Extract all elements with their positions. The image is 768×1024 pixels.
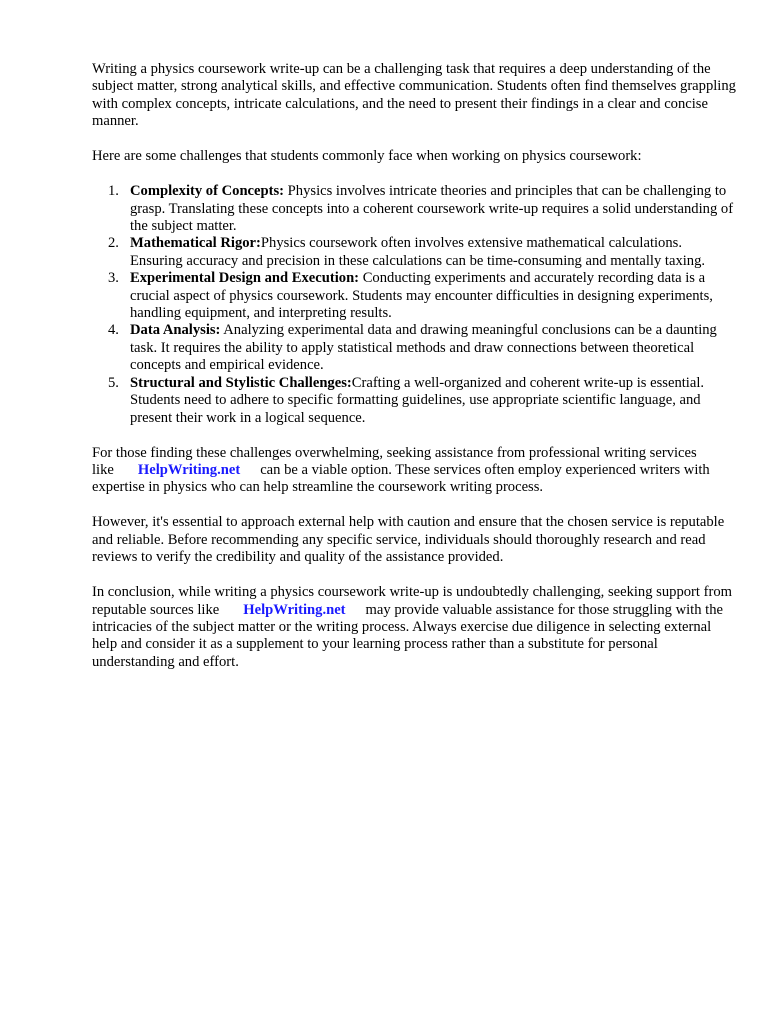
intro-paragraph: Writing a physics coursework write-up can be a challenging task that requires a deep understanding of the subject matter, strong analytical skills, and effective communication. Students often find themselves grappling with complex concepts, intricate calculations, and the need to present their findings in a clear and concise manner. (92, 61, 736, 130)
list-item-text: Physics involves intricate theories and principles that can be challenging to grasp. Translating these concepts into a coherent coursework write-up requires a solid understanding of the subject matter. (130, 183, 734, 235)
list-item (92, 375, 738, 427)
conclusion-text-after: may provide valuable assistance for those struggling with the intricacies of the subject matter or the writing process. Always exercise due diligence in selecting external help and consider it as a supplement to your learning process rather than a substitute for personal understanding and effort. (92, 601, 724, 670)
list-item-term: Structural and Stylistic Challenges: (130, 374, 352, 391)
list-item-number: 1. (108, 183, 119, 200)
list-item-text: Conducting experiments and accurately recording data is a crucial aspect of physics coursework. Students may encounter difficulties in designing experiments, handling equipment, and interpreting results. (130, 270, 713, 322)
challenges-intro-paragraph: Here are some challenges that students commonly face when working on physics coursework: (92, 148, 642, 165)
list-item (92, 235, 738, 270)
list-item-term: Mathematical Rigor: (130, 235, 261, 252)
helpwriting-link[interactable]: HelpWriting.net (243, 601, 346, 618)
list-item (92, 183, 738, 235)
caution-paragraph: However, it's essential to approach external help with caution and ensure that the chosen service is reputable and reliable. Before recommending any specific service, individuals should thoroughly research and read reviews to verify the credibility and quality of the assistance provided. (92, 514, 725, 566)
list-item-term: Experimental Design and Execution: (130, 270, 360, 287)
list-item (92, 322, 738, 374)
challenges-list (92, 183, 738, 427)
list-item-text: Analyzing experimental data and drawing meaningful conclusions can be a daunting task. It requires the ability to apply statistical methods and draw connections between theoretical concepts and empirical evidence. (130, 322, 717, 374)
list-item-number: 4. (108, 322, 119, 339)
assistance-paragraph (92, 445, 738, 497)
conclusion-paragraph (92, 584, 738, 671)
list-item-term: Data Analysis: (130, 322, 221, 339)
list-item (92, 270, 738, 322)
document-page (92, 61, 738, 689)
list-item-number: 3. (108, 270, 119, 287)
assistance-text-after: can be a viable option. These services often employ experienced writers with expertise in physics who can help streamline the coursework writing process. (92, 461, 710, 496)
assistance-text-before: For those finding these challenges overwhelming, seeking assistance from professional writing services like (92, 444, 697, 478)
list-item-text: Physics coursework often involves extensive mathematical calculations. Ensuring accuracy and precision in these calculations can be time-consuming and mentally taxing. (130, 235, 706, 269)
list-item-number: 2. (108, 235, 119, 252)
list-item-text: Crafting a well-organized and coherent write-up is essential. Students need to adhere to specific formatting guidelines, use appropriate scientific language, and present their work in a logical sequence. (130, 374, 705, 426)
conclusion-text-before: In conclusion, while writing a physics coursework write-up is undoubtedly challenging, seeking support from reputable sources like (92, 584, 732, 618)
helpwriting-link[interactable]: HelpWriting.net (137, 461, 241, 478)
list-item-term: Complexity of Concepts: (130, 183, 285, 200)
list-item-number: 5. (108, 374, 119, 391)
